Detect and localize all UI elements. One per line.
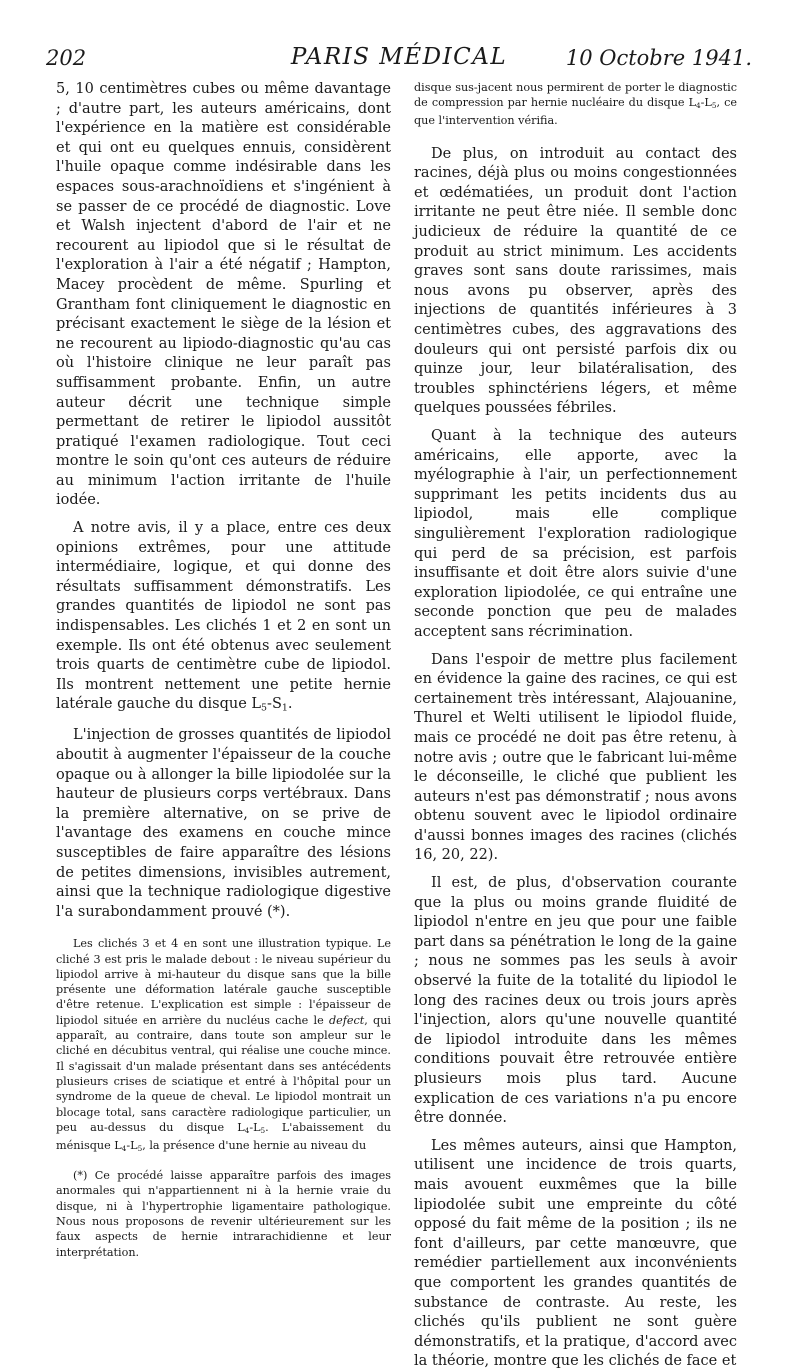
left-paragraph-1: 5, 10 centimètres cubes ou même davantage ; d'autre part, les auteurs américains, dont l'expérience en la matière est considérable et qui ont eu quelques ennuis, considèrent l'huile opaque comme indésirable dans les espaces sous-arachnoïdiens et s'ingénient à se passer de ce procédé de diagnostic. Love et Walsh injectent d'abord de l'air et ne recourent au lipiodol que si le résultat de l'exploration à l'air a été négatif ; Hampton, Macey procèdent de même. Spurling et Grantham font cliniquement le diagnostic en précisant exactement le siège de la lésion et ne recourent au lipiodo-diagnostic qu'au cas où l'histoire clinique ne leur paraît pas suffisamment probante. Enfin, un autre auteur décrit une technique simple permettant de retirer le lipiodol aussitôt pratiqué l'examen radiologique. Tout ceci montre le soin qu'ont ces auteurs de réduire au minimum l'action irritante de l'huile iodée. <box>56 81 391 509</box>
left-paragraph-2: A notre avis, il y a place, entre ces deux opinions extrêmes, pour une attitude intermédiaire, logique, et qui donne des résultats suffisamment démonstratifs. Les grandes quantités de lipiodol ne sont pas indispensables. Les clichés 1 et 2 en sont un exemple. Ils ont été obtenus avec seulement trois quarts de centimètre cube de lipiodol. Ils montrent nettement une petite hernie latérale gauche du disque $L_5-S_1$. <box>56 520 391 714</box>
right-paragraph-2: Quant à la technique des auteurs américains, elle apporte, avec la myélographie à l'air, un perfectionnement supprimant les petits incidents dus au lipiodol, mais elle complique singulièrement l'exploration radiologique qui perd de sa précision, est parfois insuffisante et doit être alors suivie d'une exploration lipiodolée, ce qui entraîne une seconde ponction que peu de malades acceptent sans récrimination. <box>414 428 737 640</box>
left-paragraph-3: L'injection de grosses quantités de lipiodol aboutit à augmenter l'épaisseur de la couche opaque ou à allonger la bille lipiodolée sur la hauteur de plusieurs corps vertébraux. Dans la première alternative, on se prive de l'avantage des examens en couche mince susceptibles de faire apparaître des lésions de petites dimensions, invisibles autrement, ainsi que la technique radiologique digestive l'a surabondamment prouvé (*). <box>56 727 391 920</box>
running-header <box>46 40 752 76</box>
right-column <box>414 80 737 1372</box>
figure-note: Les clichés 3 et 4 en sont une illustration typique. Le cliché 3 est pris le malade debout : le niveau supérieur du lipiodol arrive à mi-hauteur du disque sans que la bille présente une déformation latérale gauche susceptible d'être retenue. L'explication est simple : l'épaisseur de lipiodol située en arrière du nucléus cache le defect, qui apparaît, au contraire, dans toute son ampleur sur le cliché en décubitus ventral, qui réalise une couche mince. Il s'agissait d'un malade présentant dans ses antécédents plusieurs crises de sciatique et entré à l'hôpital pour un syndrome de la queue de cheval. Le lipiodol montrait un blocage total, sans caractère radiologique particulier, un peu au-dessus du disque $L_4-L_5$. L'abaissement du ménisque $L_4-L_5$, la présence d'une hernie au niveau du <box>56 937 392 1153</box>
issue-date: 10 Octobre 1941. <box>565 46 752 70</box>
right-paragraph-3: Dans l'espoir de mettre plus facilement en évidence la gaine des racines, ce qui est certainement très intéressant, Alajouanine, Thurel et Welti utilisent le lipiodol fluide, mais ce procédé ne doit pas être retenu, à notre avis ; outre que le fabricant lui-même le déconseille, le cliché que publient les auteurs n'est pas démonstratif ; nous avons obtenu souvent avec le lipiodol ordinaire d'aussi bonnes images des racines (clichés 16, 20, 22). <box>414 651 737 864</box>
right-paragraph-5: Les mêmes auteurs, ainsi que Hampton, utilisent une incidence de trois quarts, mais avouent euxmêmes que la bille lipiodolée subit une empreinte du côté opposé du fait même de la position ; ils ne font d'ailleurs, par cette manœuvre, que remédier partiellement aux inconvénients que comportent les grandes quantités de substance de contraste. Au reste, les clichés qu'ils publient ne sont guère démonstratifs, et la pratique, d'accord avec la théorie, montre que les clichés de face et <box>414 1137 737 1370</box>
right-paragraph-1: De plus, on introduit au contact des racines, déjà plus ou moins congestionnées et œdématiées, un produit dont l'action irritante ne peut être niée. Il semble donc judicieux de réduire la quantité de ce produit au strict minimum. Les accidents graves sont sans doute rarissimes, mais nous avons pu observer, après des injections de quantités inférieures à 3 centimètres cubes, des aggravations des douleurs qui ont persisté parfois dix ou quinze jour, leur bilatéralisation, des troubles sphinctériens légers, et même quelques poussées fébriles. <box>414 145 737 417</box>
footnote: (*) Ce procédé laisse apparaître parfois des images anormales qui n'appartiennent ni à la hernie vraie du disque, ni à l'hypertrophie ligamentaire pathologique. Nous nous proposons de revenir ultérieurement sur les faux aspects de hernie intrarachidienne et leur interprétation. <box>56 1169 391 1259</box>
journal-title: PARIS MÉDICAL <box>290 44 508 70</box>
figure-note-continued: disque sus-jacent nous permirent de porter le diagnostic de compression par hernie nucléaire du disque $L_4-L_5$, ce que l'intervention vérifia. <box>414 81 737 128</box>
page-number: 202 <box>46 46 87 70</box>
right-paragraph-4: Il est, de plus, d'observation courante que la plus ou moins grande fluidité de lipiodol n'entre en jeu que pour une faible part dans sa pénétration le long de la gaine ; nous ne sommes pas les seuls à avoir observé la fuite de la totalité du lipiodol le long des racines deux ou trois jours après l'injection, alors qu'une nouvelle quantité de lipiodol introduite dans les mêmes conditions pouvait être retrouvée entière plusieurs mois plus tard. Aucune explication de ces variations n'a pu encore être donnée. <box>414 875 737 1127</box>
left-column <box>56 80 391 1260</box>
